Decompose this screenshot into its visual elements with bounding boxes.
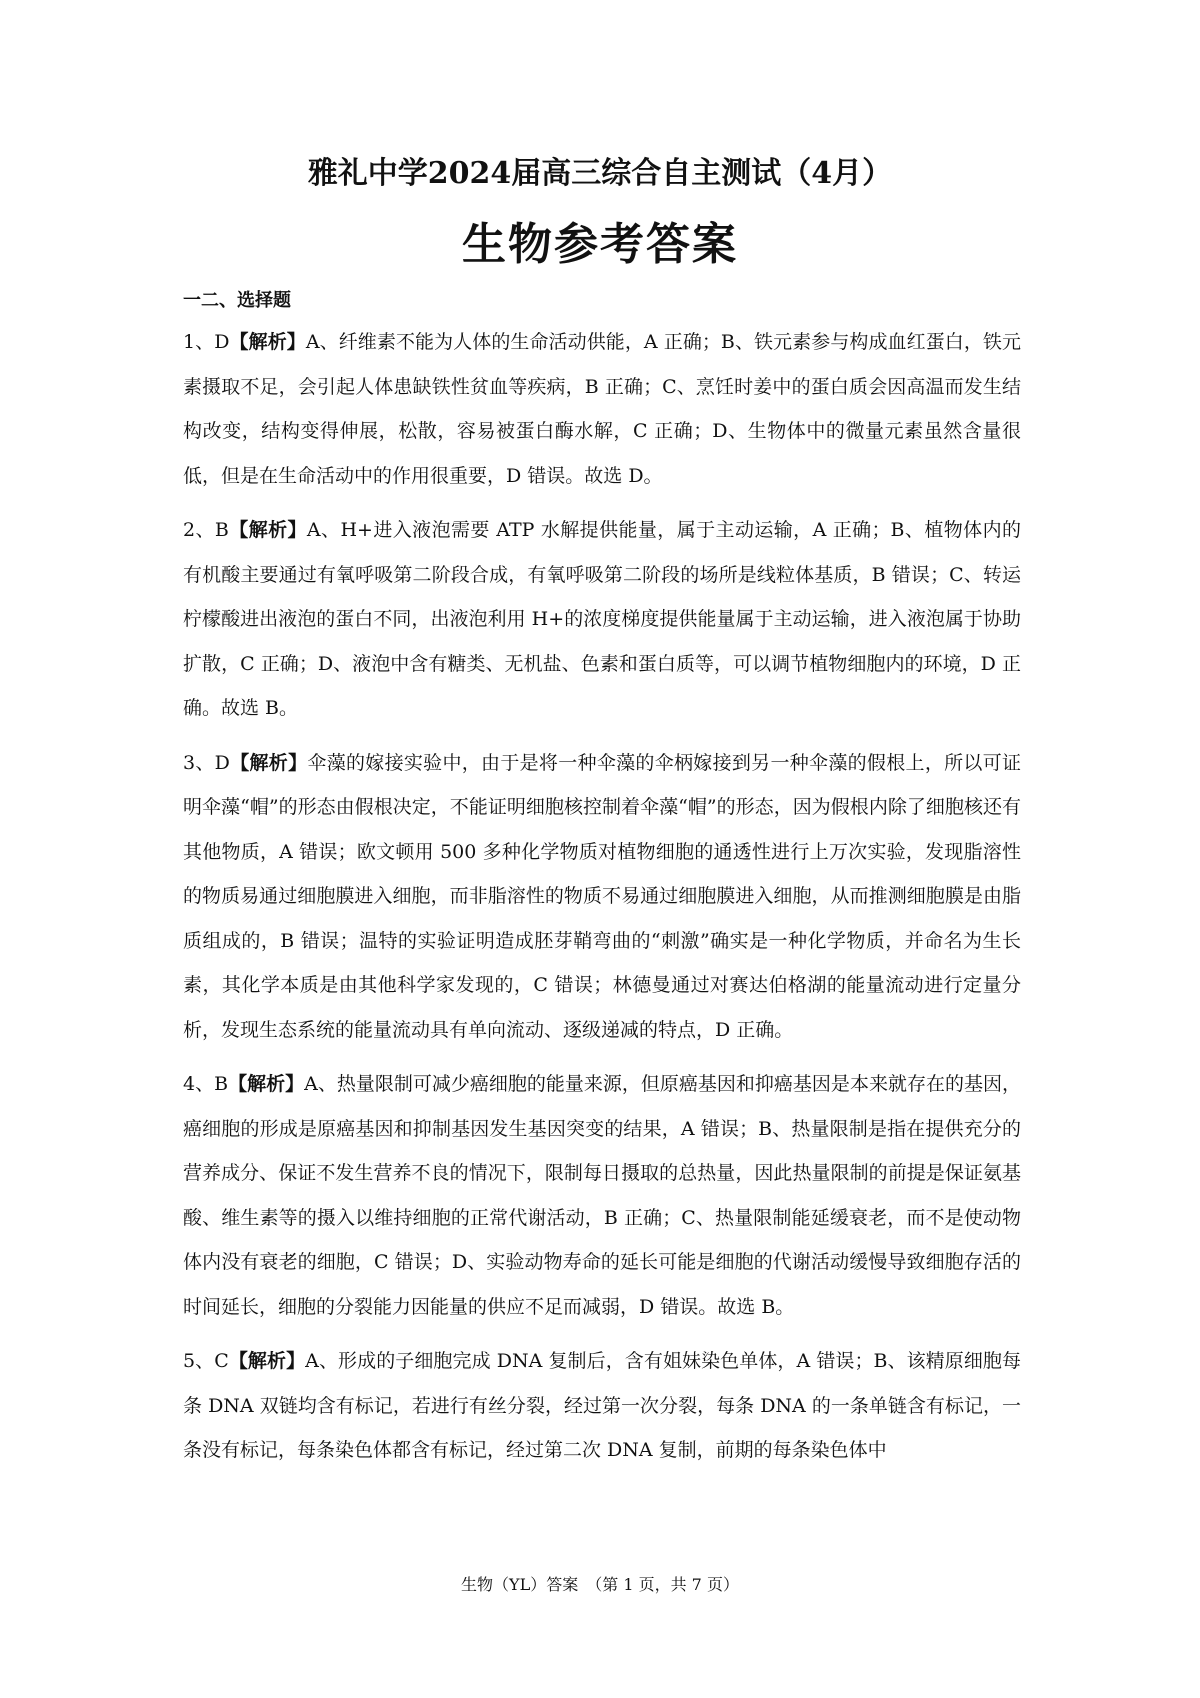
analysis-tag: 【解析】: [229, 331, 306, 353]
page-footer: 生物（YL）答案 （第 1 页，共 7 页）: [461, 1575, 739, 1594]
answers-list: [183, 320, 1021, 1483]
answer-text: A、热量限制可减少癌细胞的能量来源，但原癌基因和抑癌基因是本来就存在的基因，癌细胞的形成是原癌基因和抑制基因发生基因突变的结果，A 错误；B、热量限制是指在提供充分的营养成分、保证不发生营养不良的情况下，限制每日摄取的总热量，因此热量限制的前提是保证氨基酸、维生素等的摄入以维持细胞的正常代谢活动，B 正确；C、热量限制能延缓衰老，而不是使动物体内没有衰老的细胞，C 错误；D、实验动物寿命的延长可能是细胞的代谢活动缓慢导致细胞存活的时间延长，细胞的分裂能力因能量的供应不足而减弱，D 错误。故选 B。: [183, 1073, 1021, 1318]
answer-text: 伞藻的嫁接实验中，由于是将一种伞藻的伞柄嫁接到另一种伞藻的假根上，所以可证明伞藻“帽”的形态由假根决定，不能证明细胞核控制着伞藻“帽”的形态，因为假根内除了细胞核还有其他物质，A 错误；欧文顿用 500 多种化学物质对植物细胞的通透性进行上万次实验，发现脂溶性的物质易通过细胞膜进入细胞，而非脂溶性的物质不易通过细胞膜进入细胞，从而推测细胞膜是由脂质组成的，B 错误；温特的实验证明造成胚芽鞘弯曲的“刺激”确实是一种化学物质，并命名为生长素，其化学本质是由其他科学家发现的，C 错误；林德曼通过对赛达伯格湖的能量流动进行定量分析，发现生态系统的能量流动具有单向流动、逐级递减的特点，D 正确。: [183, 751, 1021, 1041]
answer-item-2: [183, 508, 1021, 731]
document-subtitle: 生物参考答案: [462, 219, 738, 270]
analysis-tag: 【解析】: [228, 1350, 306, 1372]
section-heading: 一二、选择题: [183, 290, 291, 311]
answer-number: 4、B: [183, 1073, 229, 1095]
answer-text: A、H+进入液泡需要 ATP 水解提供能量，属于主动运输，A 正确；B、植物体内的有机酸主要通过有氧呼吸第二阶段合成，有氧呼吸第二阶段的场所是线粒体基质，B 错误；C、转运柠檬酸进出液泡的蛋白不同，出液泡利用 H+的浓度梯度提供能量属于主动运输，进入液泡属于协助扩散，C 正确；D、液泡中含有糖类、无机盐、色素和蛋白质等，可以调节植物细胞内的环境，D 正确。故选 B。: [183, 519, 1021, 719]
answer-text: A、纤维素不能为人体的生命活动供能，A 正确；B、铁元素参与构成血红蛋白，铁元素摄取不足，会引起人体患缺铁性贫血等疾病，B 正确；C、烹饪时姜中的蛋白质会因高温而发生结构改变，结构变得伸展，松散，容易被蛋白酶水解，C 正确；D、生物体中的微量元素虽然含量很低，但是在生命活动中的作用很重要，D 错误。故选 D。: [183, 331, 1021, 487]
answer-item-4: [183, 1062, 1021, 1329]
answer-number: 3、D: [183, 751, 230, 774]
answer-text: A、形成的子细胞完成 DNA 复制后，含有姐妹染色单体，A 错误；B、该精原细胞每条 DNA 双链均含有标记，若进行有丝分裂，经过第一次分裂，每条 DNA 的一条单链含有标记，一条没有标记，每条染色体都含有标记，经过第二次 DNA 复制，前期的每条染色体中: [183, 1350, 1021, 1461]
answer-number: 2、B: [183, 519, 229, 541]
answer-number: 5、C: [183, 1350, 229, 1372]
answer-item-1: [183, 320, 1021, 498]
analysis-tag: 【解析】: [229, 751, 308, 774]
analysis-tag: 【解析】: [228, 1073, 305, 1095]
answer-number: 1、D: [183, 331, 230, 353]
analysis-tag: 【解析】: [228, 519, 307, 541]
answer-item-5: [183, 1339, 1021, 1473]
document-title: 雅礼中学2024届高三综合自主测试（4月）: [307, 156, 893, 191]
answer-item-3: [183, 741, 1021, 1053]
